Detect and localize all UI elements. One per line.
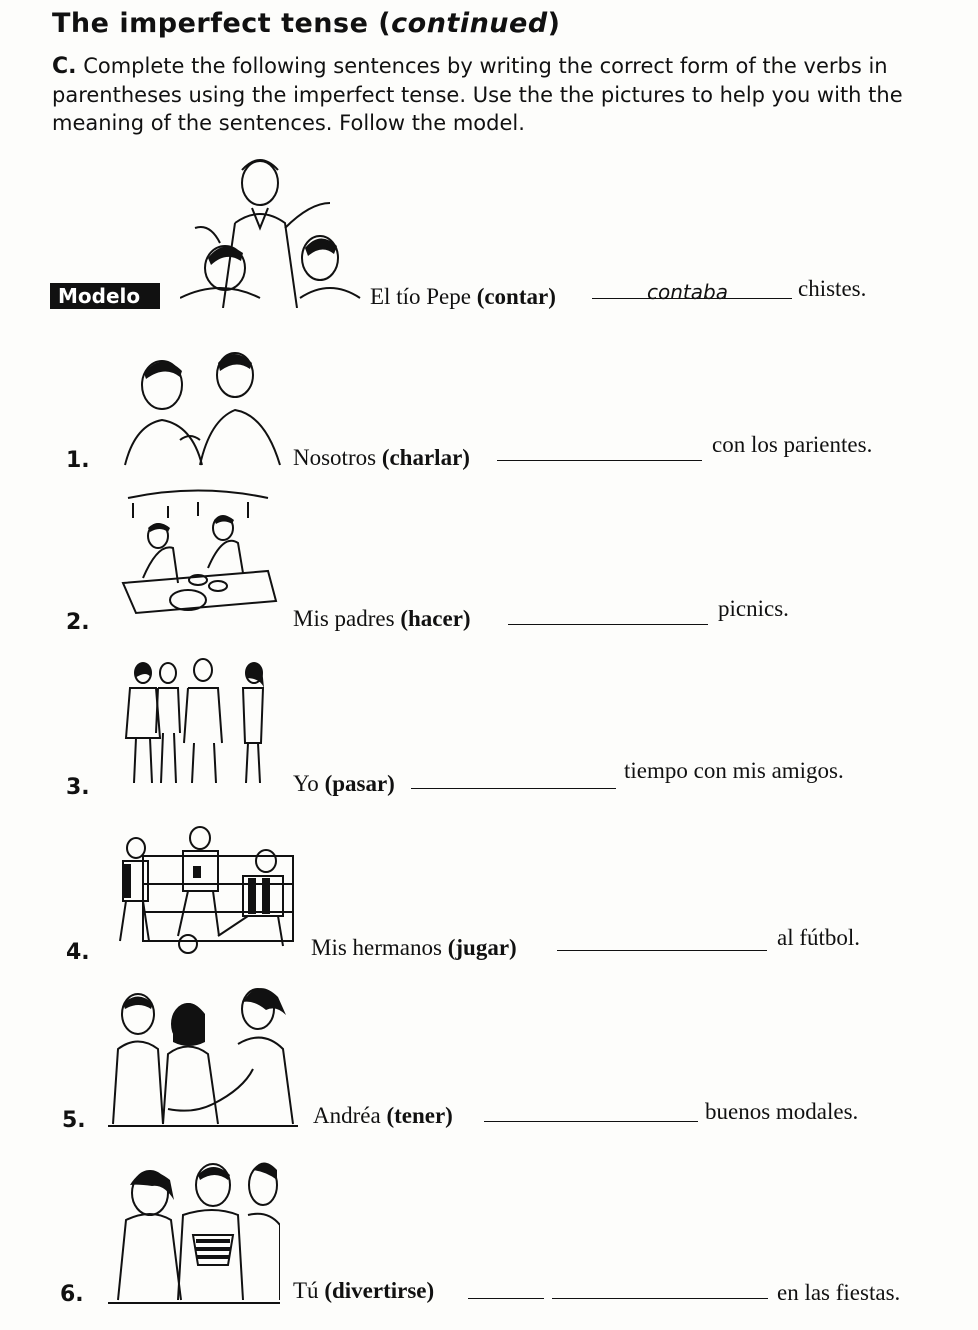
item-sentence: Yo (pasar) [293,771,395,796]
item-tail: tiempo con mis amigos. [624,758,844,783]
illustration-party-friends [108,1155,280,1305]
item-number: 2. [66,610,90,635]
item-sentence: Mis hermanos (jugar) [311,935,517,960]
item-tail: picnics. [718,596,789,621]
illustration-picnic [118,488,278,618]
illustration-people-chatting [120,345,285,470]
item-tail: al fútbol. [777,925,861,950]
answer-line[interactable] [557,950,767,951]
item-sentence: Mis padres (hacer) [293,606,471,631]
item-tail: con los parientes. [712,432,873,457]
illustration-handshake [108,984,298,1129]
item-sentence: Nosotros (charlar) [293,445,470,470]
page-title: The imperfect tense (continued) [52,8,561,39]
item-number: 5. [62,1108,86,1133]
answer-line[interactable] [484,1121,698,1122]
answer-line[interactable] [468,1298,544,1299]
model-tail: chistes. [798,276,867,301]
item-number: 6. [60,1282,84,1307]
answer-line[interactable] [411,788,616,789]
answer-line[interactable] [552,1298,768,1299]
answer-line[interactable] [497,460,702,461]
answer-line[interactable] [508,624,708,625]
illustration-uncle-telling-jokes [180,148,365,308]
item-tail: en las fiestas. [777,1280,901,1305]
model-sentence: El tío Pepe (contar) [370,284,556,309]
item-number: 4. [66,940,90,965]
model-badge: Modelo [50,283,160,309]
item-tail: buenos modales. [705,1099,859,1124]
instructions [52,52,952,137]
illustration-group-of-friends [118,658,278,793]
item-number: 1. [66,448,90,473]
exercise-letter: C. [52,54,77,79]
item-sentence: Andréa (tener) [313,1103,453,1128]
instructions-text: Complete the following sentences by writing the correct form of the verbs in parentheses using the imperfect tense. Use the the pictures to help you with the meaning of the sentences. Follow the model. [52,54,903,135]
item-number: 3. [66,775,90,800]
model-answer: contaba [647,280,728,304]
item-sentence: Tú (divertirse) [293,1278,435,1303]
illustration-soccer-players [108,826,300,958]
